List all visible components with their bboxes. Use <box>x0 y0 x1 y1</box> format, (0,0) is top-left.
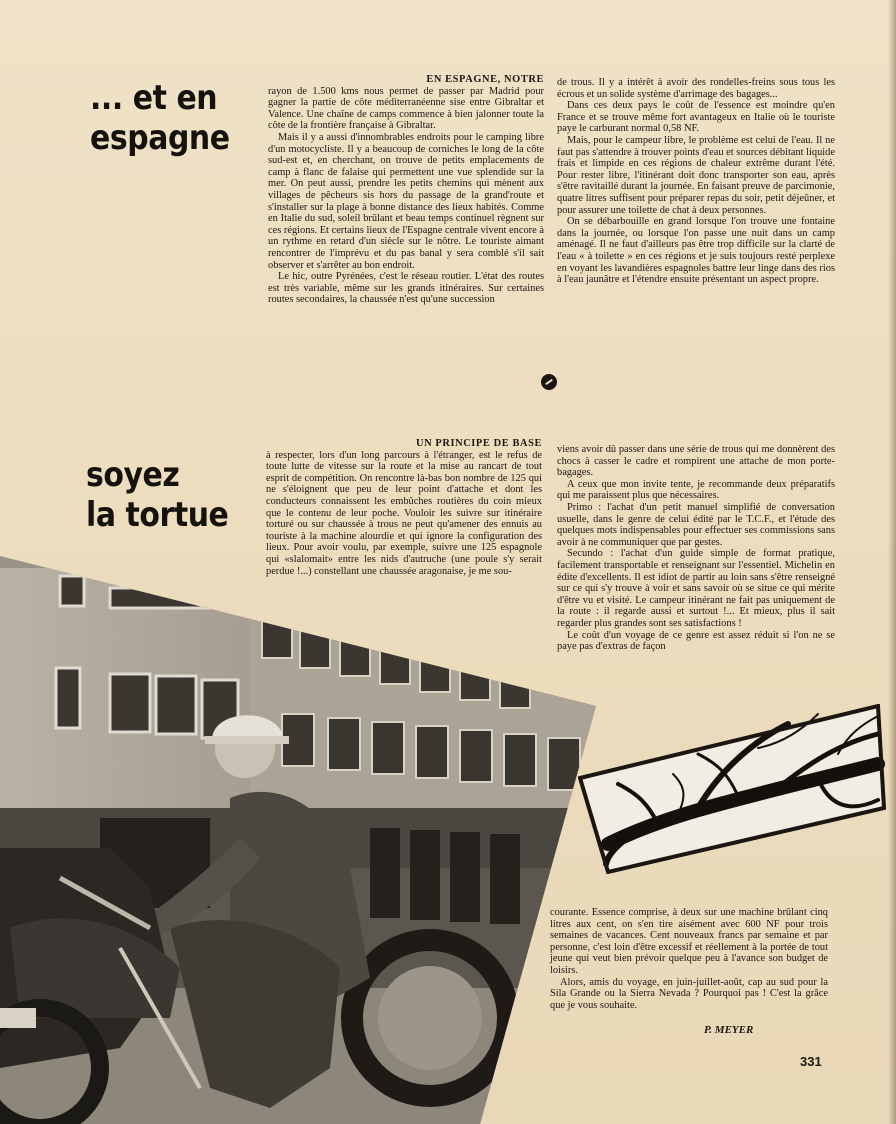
paragraph: à respecter, lors d'un long parcours à l'étranger, est le refus de toute lutte de vitesse sur la route et la mise au rancart de tout esprit de compétition. On rencontre là-bas bon nombre de 125 qui ne s'éloignent que peu de leur point d'attache et dont les conducteurs connaissent les embûches routières du coin mieux que le contenu de leur poche. Vouloir les suivre sur itinéraire torturé ou sur chaussée à trous ne peut qu'amener des ennuis au touriste à la machine alourdie et qui ignore la configuration des lieux. Pour avoir voulu, par exemple, suivre une 125 espagnole qui «slalomait» entre les nids d'autruche (une poule s'y serait perdue !...) constellant une chaussée aragonaise, je me sou- <box>266 449 542 577</box>
paragraph: rayon de 1.500 kms nous permet de passer par Madrid pour gagner la partie de côte méditerranéenne sise entre Gibraltar et Valence. Une chaîne de camps commence à bien jalonner toute la côte de la frontière française à Gibraltar. <box>268 85 544 132</box>
paragraph: Alors, amis du voyage, en juin-juillet-août, cap au sud pour la Sila Grande ou la Sierra Nevada ? Pourquoi pas ! C'est la grâce que je vous souhaite. <box>550 976 828 1011</box>
paragraph: Primo : l'achat d'un petit manuel simplifié de conversation usuelle, dans le genre de celui édité par le T.C.F., et l'étude des quelques mots indispensables pour effectuer ses commissions sans avoir à ne communiquer que par gestes. <box>557 501 835 548</box>
paragraph: Mais, pour le campeur libre, le problème est celui de l'eau. Il ne faut pas s'attendre à trouver points d'eau et sources débitant liquide frais et limpide en ces régions de chaleur extrême durant l'été. Pour rester libre, l'itinérant doit donc transporter son eau, après s'être ravitaillé durant la journée. En faisant preuve de parcimonie, quatre litres suffisent pour préparer repas du soir, petit déjeûner, et pour assurer une toilette de chat à deux personnes. <box>557 134 835 216</box>
paragraph: courante. Essence comprise, à deux sur une machine brûlant cinq litres aux cent, on s'en tire aisément avec 600 NF pour trois semaines de vacances. Cent nouveaux francs par semaine et par personne, c'est loin d'être excessif et réellement à la portée de tout jeune qui veut bien prévoir quelque peu à l'avance son budget de loisirs. <box>550 907 828 976</box>
section1-column-2 <box>557 77 835 286</box>
author-signature: P. MEYER <box>704 1024 754 1036</box>
paragraph: Dans ces deux pays le coût de l'essence est moindre qu'en France et se trouve même fort avantageux en Italie où le touriste paye le carburant normal 0,58 NF. <box>557 100 835 135</box>
page-edge-shadow <box>888 0 896 1124</box>
paragraph: viens avoir dû passer dans une série de trous qui me donnèrent des chocs à casser le cadre et rompirent une attache de mon porte-bagages. <box>557 444 835 479</box>
paragraph: Secundo : l'achat d'un guide simple de format pratique, facilement transportable et renseignant sur l'essentiel. Michelin en édite d'excellents. Il est idiot de partir au loin sans s'être renseigné sur ce qui s'y trouve à voir et sans savoir où se situe ce qui mérite d'être vu et visité. Le campeur itinérant ne fait pas uniquement de la route : il regarde aussi et surtout !... Et mieux, plus il sait regarder plus grandes sont ses satisfactions ! <box>557 548 835 629</box>
paragraph: On se débarbouille en grand lorsque l'on trouve une fontaine dans la journée, ou lorsque l'on passe une nuit dans un camp aménagé. Il ne faut d'ailleurs pas être trop difficile sur la clarté de l'eau « à toilette » en ces régions et je suis toujours resté perplexe en voyant les lavandières espagnoles battre leur linge dans des rios à l'eau jaunâtre et l'étendre ensuite présentant un aspect propre. <box>557 216 835 286</box>
section1-headline-line1: ... et en <box>90 78 218 118</box>
paragraph: Le coût d'un voyage de ce genre est assez réduit si l'on ne se paye pas d'extras de façon <box>557 629 835 653</box>
section1-headline <box>90 78 230 158</box>
section2-column-3 <box>550 907 828 1011</box>
section1-column-1 <box>268 74 544 306</box>
paragraph: A ceux que mon invite tente, je recommande deux préparatifs qui me paraissent plus que nécessaires. <box>557 478 835 502</box>
section2-headline <box>86 455 228 535</box>
tree-branch-photo <box>578 704 886 874</box>
section1-lead: EN ESPAGNE, NOTRE <box>426 74 544 85</box>
page-number: 331 <box>800 1054 822 1069</box>
paragraph: Le hic, outre Pyrénées, c'est le réseau routier. L'état des routes est très variable, même sur les grands itinéraires. Sur certaines routes secondaires, la chaussée n'est qu'une succession <box>268 271 544 306</box>
motorcyclist-photo <box>0 548 600 1124</box>
paragraph: de trous. Il y a intérêt à avoir des rondelles-freins sous tous les écrous et un solide système d'arrimage des bagages... <box>557 77 835 100</box>
paragraph: Mais il y a aussi d'innombrables endroits pour le camping libre d'un motocycliste. Il y a beaucoup de corniches le long de la côte sud-est et, en cherchant, on trouve de petits emplacements de camp à flanc de falaise qui permettent une vue splendide sur la mer. On peut aussi, prendre les petits chemins qui mènent aux villages de pêcheurs sis hors du passage de la grand'route et s'installer sur la plage à bonne distance des lieux habités. Comme en Italie du sud, soleil brûlant et beau temps continuel règnent sur ces régions. Et certains lieux de l'Espagne centrale vivent encore à un rythme en retard d'un siècle sur le nôtre. Le touriste aimant rencontrer de l'imprévu et du pas banal y sera comblé s'il sait observer et s'arrêter au bon endroit. <box>268 131 544 271</box>
section2-lead: UN PRINCIPE DE BASE <box>415 438 542 449</box>
section1-headline-line2: espagne <box>90 118 230 158</box>
section2-headline-line1: soyez <box>86 455 180 495</box>
circle-arrow-icon <box>541 374 557 390</box>
section2-headline-line2: la tortue <box>86 495 229 535</box>
